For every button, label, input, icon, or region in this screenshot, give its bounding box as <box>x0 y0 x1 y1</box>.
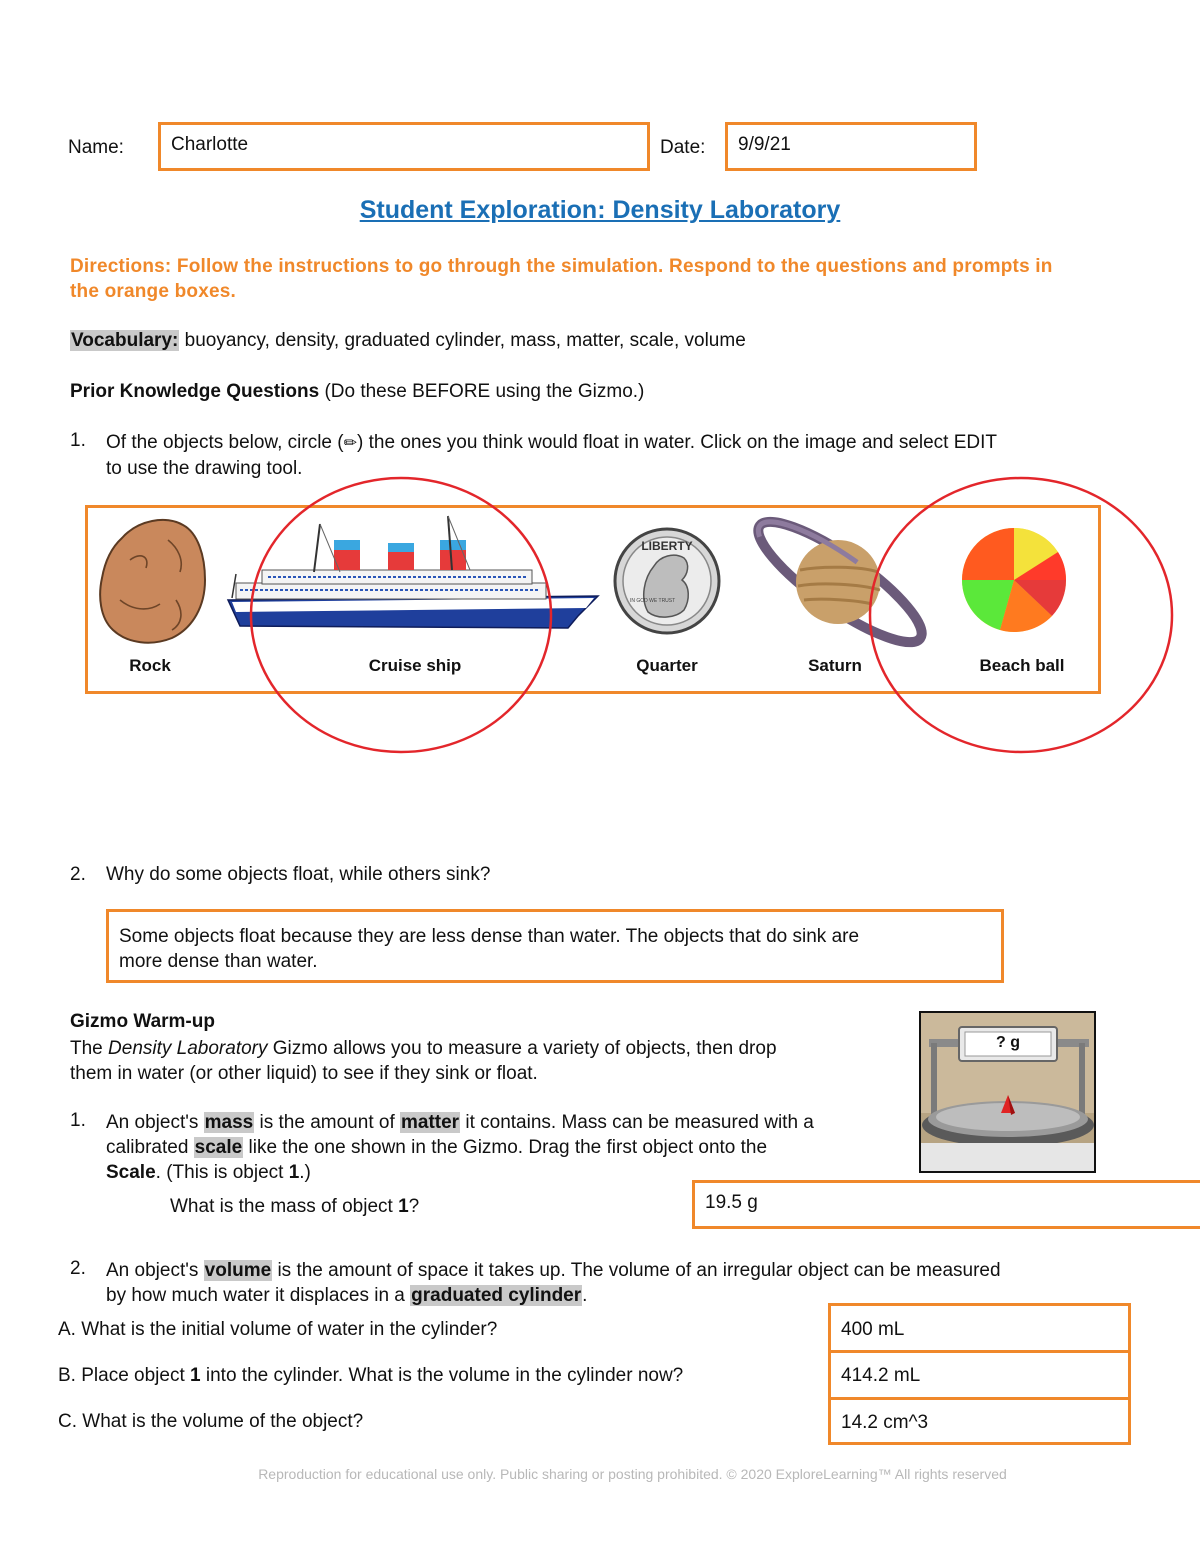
pk-q2-text: Why do some objects float, while others sink? <box>106 864 491 885</box>
volume-answers-box <box>828 1303 1131 1445</box>
name-label: Name: <box>68 137 124 158</box>
mass-answer-field[interactable] <box>692 1180 1200 1229</box>
date-label: Date: <box>660 137 706 158</box>
wq2-d: . <box>582 1285 588 1306</box>
beach-ball-image <box>962 528 1066 632</box>
quarter-engraving: LIBERTY <box>641 539 693 553</box>
warmup-intro-a: The <box>70 1038 109 1059</box>
object-label-beach-ball: Beach ball <box>979 656 1065 675</box>
term-mass: mass <box>204 1112 254 1133</box>
term-scale: scale <box>194 1137 243 1158</box>
mass-question-one: 1 <box>398 1196 409 1217</box>
directions-text: Directions: Follow the instructions to go through the simulation. Respond to the questions and prompts in the orange boxes. <box>70 256 1053 302</box>
question-b-b: into the cylinder. What is the volume in the cylinder now? <box>200 1365 684 1386</box>
warmup-intro-c: them in water (or other liquid) to see if they sink or float. <box>70 1063 538 1084</box>
term-matter: matter <box>401 1112 460 1133</box>
object-1-bold: 1 <box>288 1162 300 1183</box>
question-b-a: B. Place object <box>58 1365 191 1386</box>
mass-question-b: ? <box>408 1196 420 1217</box>
vocabulary-label: Vocabulary: <box>71 330 179 351</box>
wq1-c: it contains. Mass can be measured with a <box>460 1112 814 1133</box>
footer-copyright: Reproduction for educational use only. Public sharing or posting prohibited. © 2020 ExploreLearning™ All rights reserved <box>258 1466 1007 1482</box>
wq1-g: .) <box>299 1162 311 1183</box>
answer-b[interactable]: 414.2 mL <box>841 1365 921 1386</box>
object-label-rock: Rock <box>129 656 171 675</box>
warmup-q2-number: 2. <box>70 1258 86 1279</box>
prior-knowledge-note: (Do these BEFORE using the Gizmo.) <box>324 381 645 402</box>
pk-q1-number: 1. <box>70 430 86 451</box>
pk-q1-part-c: to use the drawing tool. <box>106 458 303 479</box>
date-value: 9/9/21 <box>738 134 791 155</box>
warmup-q1-text <box>106 1110 916 1185</box>
warmup-heading: Gizmo Warm-up <box>70 1011 215 1032</box>
object-label-cruise-ship: Cruise ship <box>368 656 462 675</box>
warmup-intro-italic: Density Laboratory <box>108 1038 268 1059</box>
page-title: Student Exploration: Density Laboratory <box>359 196 841 224</box>
wq1-f: . (This is object <box>155 1162 289 1183</box>
gizmo-scale-image <box>919 1011 1096 1173</box>
mass-answer: 19.5 g <box>705 1192 758 1213</box>
vocabulary-terms: buoyancy, density, graduated cylinder, mass, matter, scale, volume <box>184 330 746 351</box>
wq1-d: calibrated <box>106 1137 194 1158</box>
wq2-a: An object's <box>106 1260 204 1281</box>
mass-question <box>170 1196 419 1218</box>
pk-q2-number: 2. <box>70 864 86 885</box>
wq1-e: like the one shown in the Gizmo. Drag the first object onto the <box>243 1137 768 1158</box>
warmup-q1-number: 1. <box>70 1110 86 1131</box>
wq2-b: is the amount of space it takes up. The volume of an irregular object can be measured <box>272 1260 1001 1281</box>
name-value: Charlotte <box>171 134 249 155</box>
pk-q2-answer <box>119 924 859 974</box>
question-b-one: 1 <box>190 1365 201 1386</box>
pencil-icon: ✏ <box>343 435 358 452</box>
saturn-image <box>745 504 935 659</box>
pk-q2-answer-line2: more dense than water. <box>119 951 318 972</box>
quarter-motto: IN GOD WE TRUST <box>630 598 676 604</box>
pk-q1-part-b: ) the ones you think would float in water. Click on the image and select EDIT <box>357 432 998 453</box>
wq2-c: by how much water it displaces in a <box>106 1285 411 1306</box>
quarter-image <box>615 529 719 633</box>
prior-knowledge-heading: Prior Knowledge Questions <box>70 381 320 402</box>
wq1-a: An object's <box>106 1112 204 1133</box>
question-b <box>58 1365 683 1387</box>
question-a: A. What is the initial volume of water in the cylinder? <box>58 1319 498 1340</box>
scale-display: ? g <box>996 1034 1020 1051</box>
answer-c[interactable]: 14.2 cm^3 <box>841 1412 929 1433</box>
term-scale-bold: Scale <box>106 1162 156 1183</box>
wq1-b: is the amount of <box>254 1112 400 1133</box>
warmup-q2-text <box>106 1258 1166 1308</box>
warmup-intro-b: Gizmo allows you to measure a variety of objects, then drop <box>267 1038 777 1059</box>
pk-q1-part-a: Of the objects below, circle ( <box>106 432 344 453</box>
object-label-quarter: Quarter <box>636 656 698 675</box>
term-graduated-cylinder: graduated cylinder <box>411 1285 582 1306</box>
mass-question-a: What is the mass of object <box>170 1196 399 1217</box>
question-c: C. What is the volume of the object? <box>58 1411 364 1432</box>
warmup-intro <box>70 1036 910 1086</box>
pk-q2-answer-box[interactable] <box>106 909 1004 983</box>
term-volume: volume <box>204 1260 272 1281</box>
answer-a[interactable]: 400 mL <box>841 1319 905 1340</box>
object-label-saturn: Saturn <box>808 656 862 675</box>
rock-image <box>100 520 205 643</box>
pk-q2-answer-line1: Some objects float because they are less dense than water. The objects that do sink are <box>119 926 860 947</box>
